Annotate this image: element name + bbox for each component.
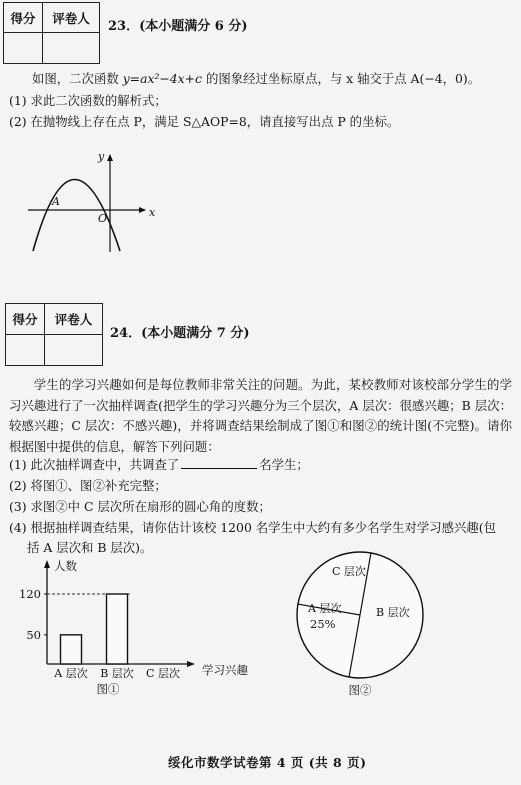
q23-score-cell	[4, 33, 43, 64]
q24-item-4-line-1: (4) 根据抽样调查结果，请你估计该校 1200 名学生中大约有多少名学生对学习感兴趣(包	[9, 520, 497, 535]
bar-chart	[0, 553, 265, 703]
page-footer: 绥化市数学试卷第 4 页 (共 8 页)	[168, 755, 367, 770]
q24-score-header: 得分	[6, 304, 45, 335]
q23-parabola-graph	[28, 148, 158, 253]
q24-score-cell	[6, 335, 45, 366]
q24-item-1	[9, 456, 309, 474]
y-axis-arrow	[107, 154, 113, 161]
y-axis-label: y	[98, 150, 105, 163]
slice-label-b: B 层次	[376, 606, 410, 619]
bar	[107, 594, 128, 664]
q23-score-header: 得分	[4, 3, 43, 33]
y-axis-label: 人数	[54, 559, 77, 573]
x-tick-label: C 层次	[146, 667, 180, 680]
q24-title: 24．(本小题满分 7 分)	[110, 326, 250, 341]
q24-item-2: (2) 将图①、图②补充完整；	[9, 478, 167, 493]
q23-stem	[32, 70, 480, 88]
pie-chart	[290, 548, 430, 703]
q23-stem-prefix: 如图，二次函数	[32, 71, 123, 86]
x-axis-label: x	[149, 206, 156, 219]
q23-score-table	[3, 2, 100, 64]
x-axis-arrow	[139, 207, 146, 213]
y-tick-label: 50	[26, 627, 41, 642]
q23-item-1: (1) 求此二次函数的解析式；	[9, 93, 167, 108]
slice-label-c: C 层次	[332, 565, 366, 578]
q24-item-1-suffix: 名学生；	[259, 457, 309, 472]
q24-grader-cell	[45, 335, 103, 366]
chart-title: 图①	[96, 682, 120, 696]
y-tick-label: 120	[19, 587, 41, 601]
x-axis-arrow	[187, 661, 195, 667]
q24-grader-header: 评卷人	[45, 304, 103, 335]
answer-blank[interactable]	[181, 456, 257, 469]
slice-percent-a: 25%	[310, 617, 336, 631]
chart-title: 图②	[348, 683, 372, 697]
q24-item-1-prefix: (1) 此次抽样调查中，共调查了	[9, 457, 180, 472]
q23-grader-header: 评卷人	[43, 3, 100, 33]
q24-item-4-line-2: 括 A 层次和 B 层次)。	[27, 540, 153, 555]
slice-label-a: A 层次	[308, 602, 342, 615]
y-axis-arrow	[44, 560, 50, 568]
q24-item-3: (3) 求图②中 C 层次所在扇形的圆心角的度数；	[9, 499, 271, 514]
q23-stem-equation: y=ax²−4x+c	[122, 71, 202, 86]
x-tick-label: A 层次	[54, 667, 88, 680]
q23-title: 23．(本小题满分 6 分)	[108, 19, 248, 34]
x-tick-label: B 层次	[100, 667, 134, 680]
q23-item-2: (2) 在抛物线上存在点 P，满足 S△AOP=8，请直接写出点 P 的坐标。	[9, 114, 400, 129]
q23-stem-suffix: 的图象经过坐标原点，与 x 轴交于点 A(−4，0)。	[202, 71, 481, 86]
origin-label: O	[98, 212, 108, 225]
bar	[61, 635, 82, 664]
q24-score-table	[5, 303, 103, 366]
q24-paragraph: 学生的学习兴趣如何是每位教师非常关注的问题。为此，某校教师对该校部分学生的学习兴趣进行了一次抽样调查(把学生的学习兴趣分为三个层次，A 层次：很感兴趣；B 层次：较感兴趣；C 层次：不感兴趣)，并将调查结果绘制成了图①和图②的统计图(不完整)。请你根据图中提供的信息，解答下列问题：	[9, 377, 512, 454]
q23-grader-cell	[43, 33, 100, 64]
x-axis-label: 学习兴趣	[202, 663, 248, 677]
point-a-label: A	[52, 195, 60, 208]
